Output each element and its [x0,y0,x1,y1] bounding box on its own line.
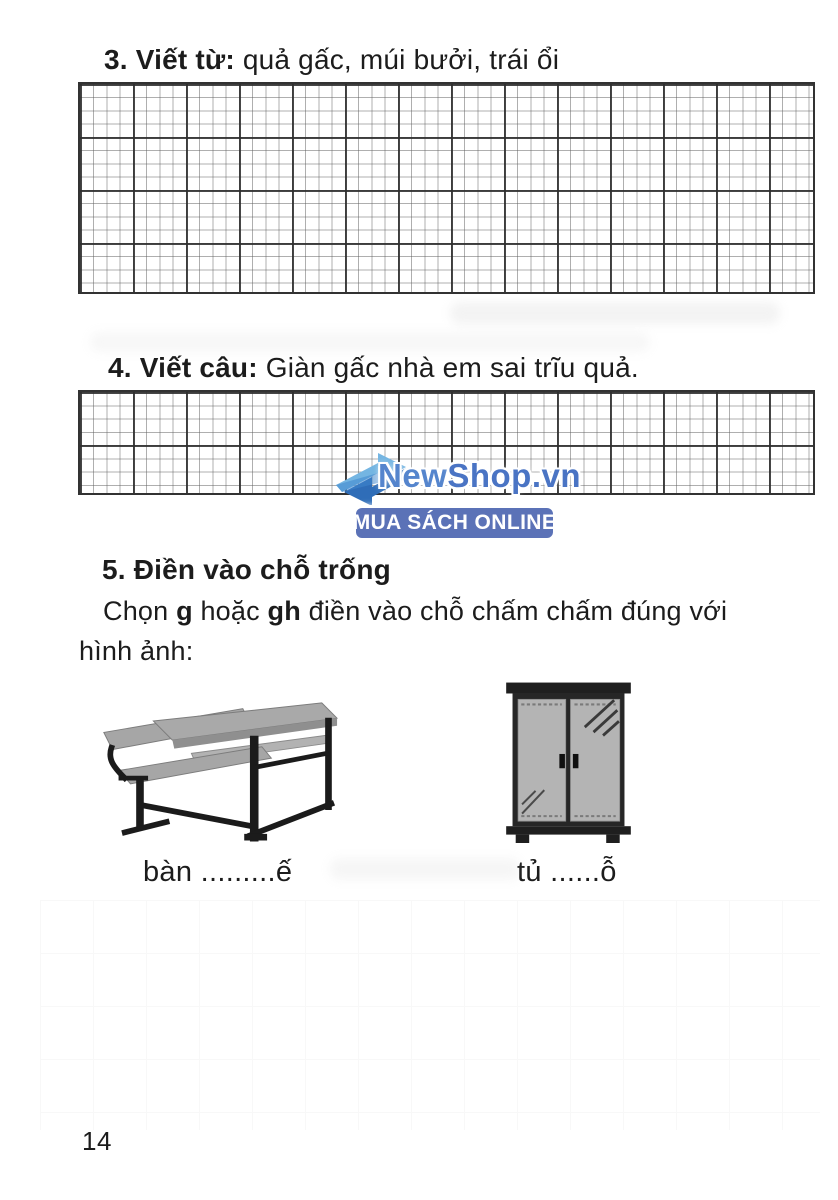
choice-g: g [176,596,193,626]
bleed-through-artifact [450,302,780,324]
exercise4-sentence: Giàn gấc nhà em sai trĩu quả. [265,352,639,383]
exercise3-heading [104,44,559,76]
cabinet-handle-left [559,754,565,768]
cabinet-foot [516,835,529,843]
wooden-cabinet-image [503,675,634,843]
exercise5-heading [102,554,391,586]
bleed-through-artifact [90,332,650,352]
figure-caption-desk: bàn .........ế [143,856,293,888]
figure-caption-cabinet: tủ ......ỗ [517,856,617,888]
brand-new: New [378,457,448,494]
newshop-watermark [330,444,582,544]
cabinet-foot [606,835,619,843]
cabinet-left-door [518,699,566,821]
exercise5-title: Điền vào chỗ trống [133,554,391,585]
instruction-text: điền vào chỗ chấm chấm đúng với [300,596,728,626]
school-desk-image [100,692,338,850]
exercise4-heading [108,352,639,384]
exercise5-instruction-line2: hình ảnh: [79,636,194,666]
instruction-text: hoặc [192,596,268,626]
handwriting-grid-exercise3 [78,82,815,294]
brand-shop-vn: Shop.vn [447,457,582,494]
exercise5-number: 5. [102,554,126,585]
page-number: 14 [82,1126,112,1156]
choice-gh: gh [267,596,301,626]
cabinet-handle-right [573,754,579,768]
instruction-text: Chọn [103,596,177,626]
exercise4-title: Viết câu: [139,352,258,383]
newshop-brand [378,457,581,495]
exercise5-instruction-line1 [103,596,727,627]
bleed-through-artifact [330,858,520,880]
bleed-through-grid [40,900,820,1130]
mua-sach-online-badge: MUA SÁCH ONLINE [353,505,556,541]
exercise3-number: 3. [104,44,128,75]
exercise3-title: Viết từ: [135,44,235,75]
exercise3-words: quả gấc, múi bưởi, trái ổi [242,44,560,75]
exercise4-number: 4. [108,352,132,383]
cabinet-cornice [506,683,631,694]
cabinet-base [506,826,631,834]
